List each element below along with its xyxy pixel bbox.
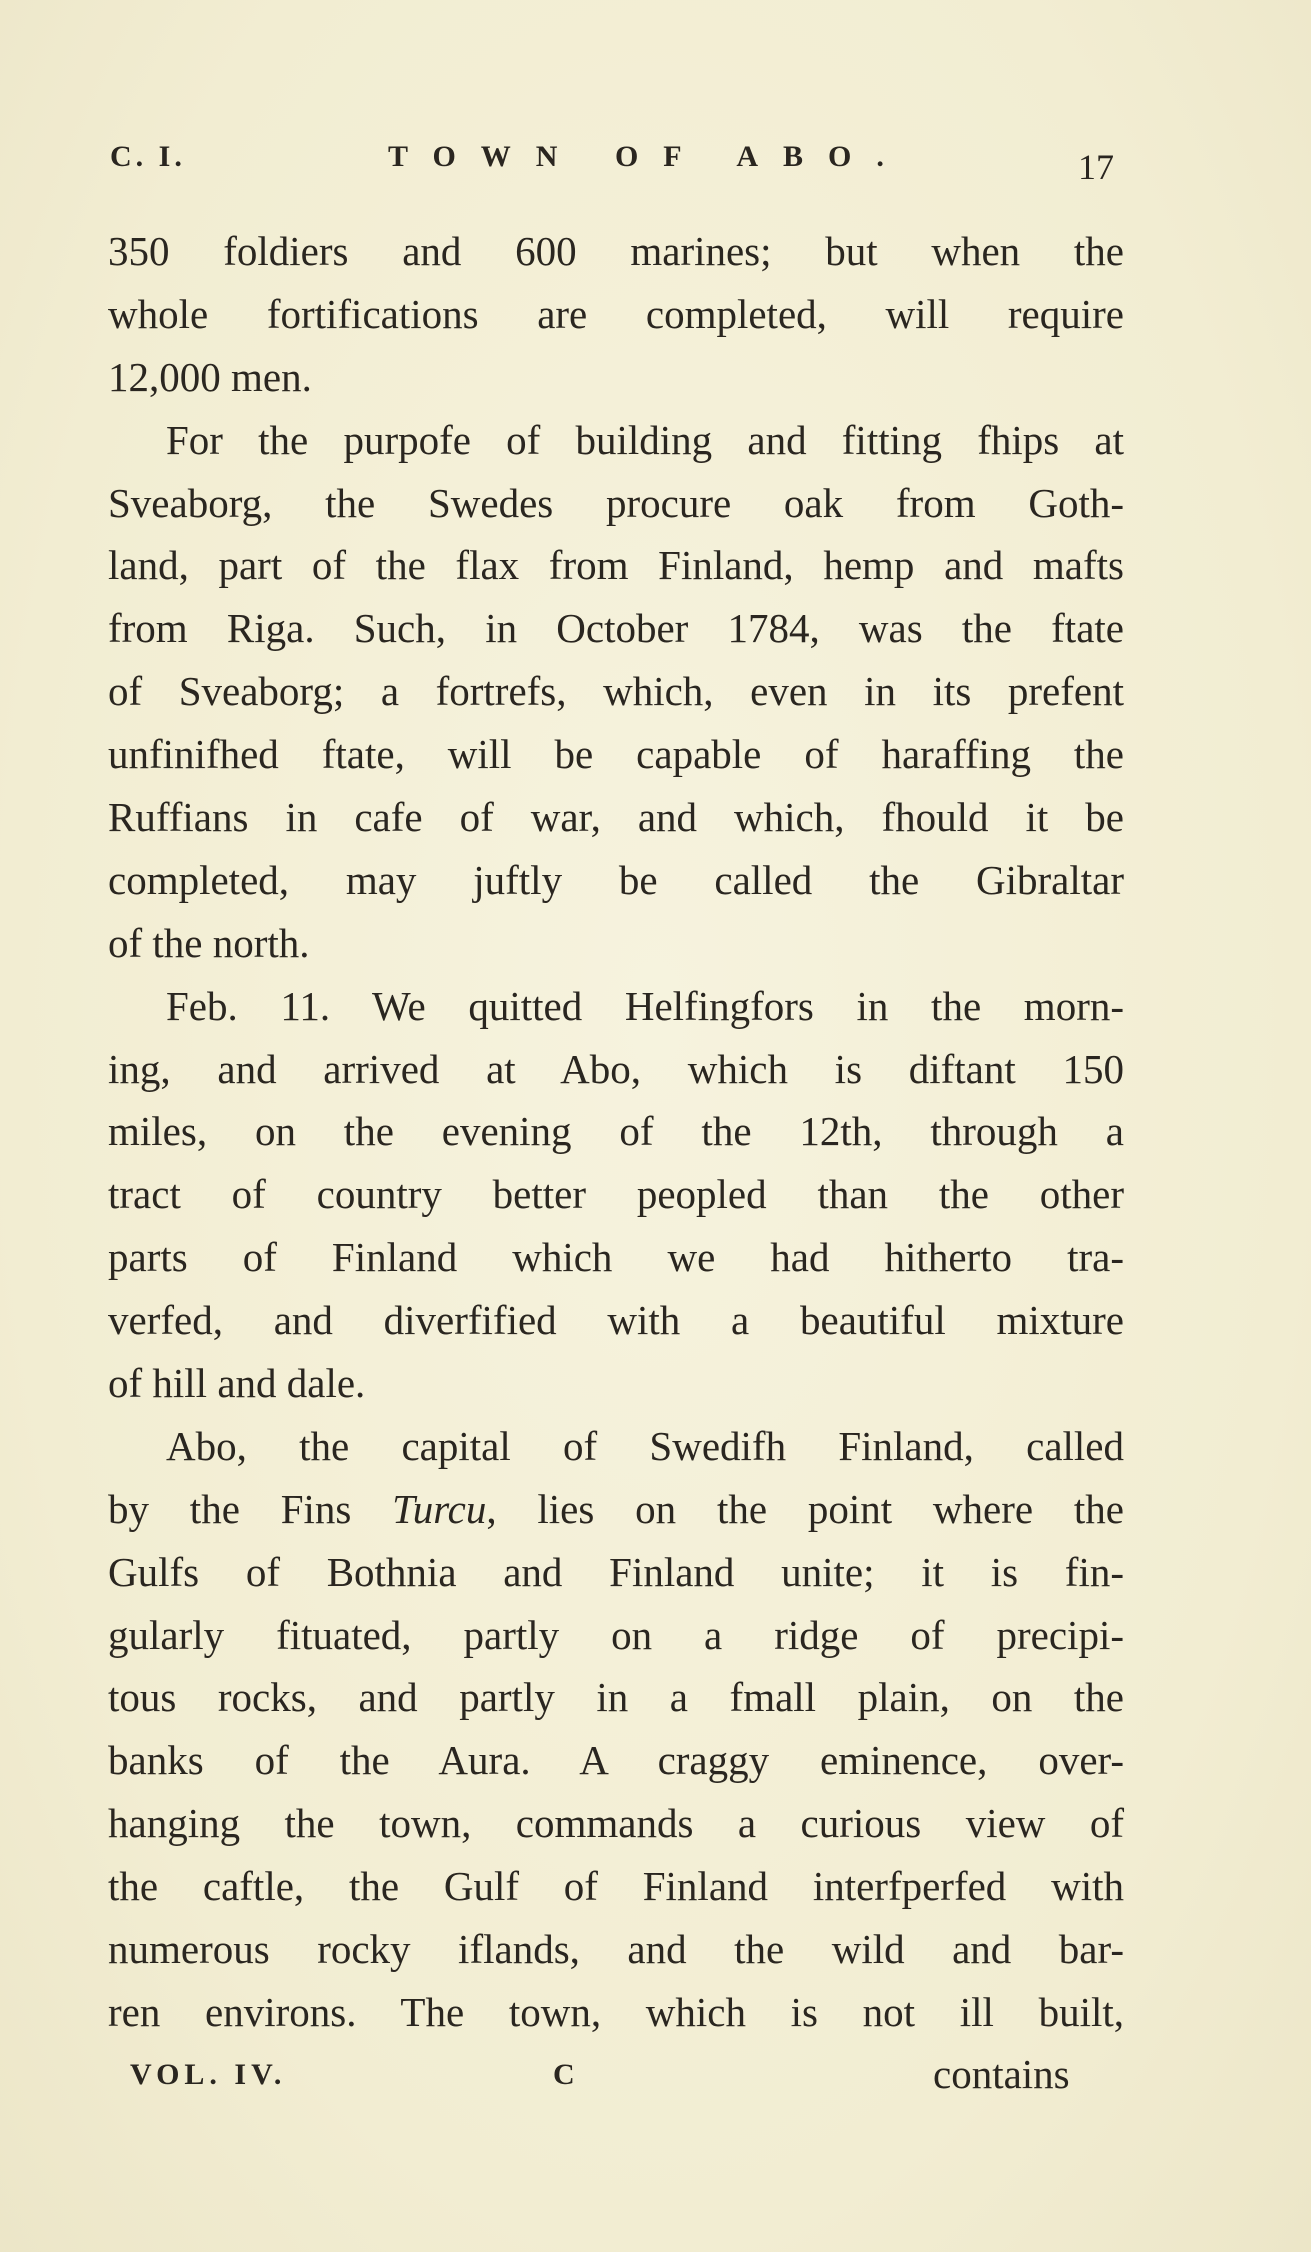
text-line: unfinifhed ftate, will be capable of haraffing the (108, 731, 1124, 778)
signature-mark: C (553, 2058, 575, 2091)
text-line: the caftle, the Gulf of Finland interfperfed with (108, 1863, 1124, 1910)
text-line: of Sveaborg; a fortrefs, which, even in its prefent (108, 668, 1124, 715)
text-line: Ruffians in cafe of war, and which, fhould it be (108, 794, 1124, 841)
body-text (108, 220, 1124, 2044)
text-line: banks of the Aura. A craggy eminence, over- (108, 1737, 1124, 1784)
running-header (0, 140, 1311, 190)
text-line: 350 foldiers and 600 marines; but when the (108, 228, 1124, 274)
text-segment: by the Fins (108, 1485, 393, 1532)
text-line: of hill and dale. (108, 1360, 366, 1407)
text-line: tous rocks, and partly in a fmall plain, on the (108, 1674, 1124, 1721)
text-segment: , lies on the point where the (486, 1485, 1124, 1532)
text-line: parts of Finland which we had hitherto tra- (108, 1234, 1124, 1281)
text-line: whole fortifications are completed, will require (108, 290, 1124, 337)
text-line: completed, may juftly be called the Gibraltar (108, 856, 1124, 903)
text-line: verfed, and diverfified with a beautiful mixture (108, 1297, 1124, 1344)
page-footer (0, 2050, 1311, 2100)
italic-word: Turcu (392, 1485, 487, 1532)
text-line: from Riga. Such, in October 1784, was the ftate (108, 605, 1124, 652)
text-line: Sveaborg, the Swedes procure oak from Goth- (108, 479, 1124, 526)
text-line: tract of country better peopled than the other (108, 1171, 1124, 1218)
text-line: Gulfs of Bothnia and Finland unite; it is fin- (108, 1548, 1124, 1595)
text-line: Feb. 11. We quitted Helfingfors in the morn- (166, 982, 1124, 1029)
text-line (108, 1478, 1124, 1541)
text-line: miles, on the evening of the 12th, through a (108, 1108, 1124, 1155)
running-title: TOWN OF ABO. (388, 140, 909, 173)
text-line: land, part of the flax from Finland, hemp and mafts (108, 542, 1124, 589)
text-line: numerous rocky iflands, and the wild and bar- (108, 1926, 1124, 1973)
text-line: For the purpofe of building and fitting fhips at (166, 416, 1124, 463)
text-line: 12,000 men. (108, 353, 312, 400)
text-line: Abo, the capital of Swedifh Finland, called (166, 1422, 1124, 1469)
text-line: ing, and arrived at Abo, which is diftant 150 (108, 1045, 1124, 1092)
text-line: gularly fituated, partly on a ridge of precipi- (108, 1611, 1124, 1658)
text-line: ren environs. The town, which is not ill built, (108, 1988, 1124, 2035)
text-line: of the north. (108, 919, 310, 966)
chapter-label: C. I. (110, 140, 186, 173)
text-line: hanging the town, commands a curious view of (108, 1800, 1124, 1847)
catchword: contains (933, 2051, 1070, 2097)
page-number: 17 (1078, 147, 1114, 187)
volume-label: VOL. IV. (130, 2058, 287, 2091)
